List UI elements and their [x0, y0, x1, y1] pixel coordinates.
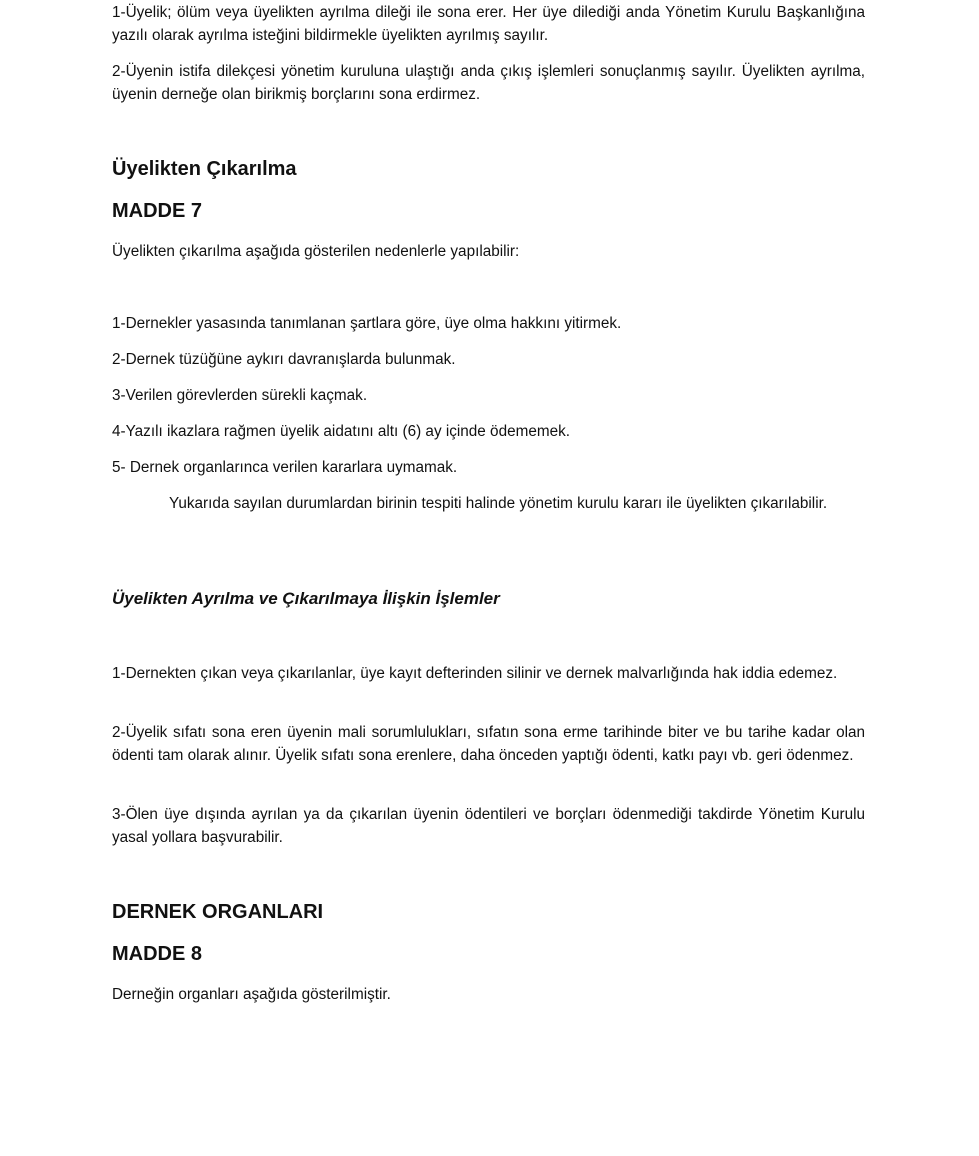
- expulsion-conclusion: [112, 492, 865, 515]
- intro-paragraph-2: [112, 60, 865, 106]
- section-heading-organs: [112, 899, 865, 925]
- section-heading-procedures: [112, 588, 865, 610]
- section-title: Üyelikten Ayrılma ve Çıkarılmaya İlişkin İşlemler: [112, 589, 500, 608]
- expulsion-item-5: [112, 456, 865, 479]
- procedure-item-2: [112, 721, 865, 767]
- paragraph-text: Derneğin organları aşağıda gösterilmiştir.: [112, 986, 391, 1003]
- paragraph-text: 1-Üyelik; ölüm veya üyelikten ayrılma dileği ile sona erer. Her üye dilediği anda Yönetim Kurulu Başkanlığına yazılı olarak ayrılma isteğini bildirmekle üyelikten ayrılmış sayılır.: [112, 4, 865, 44]
- paragraph-text: Üyelikten çıkarılma aşağıda gösterilen nedenlerle yapılabilir:: [112, 243, 520, 260]
- expulsion-intro: [112, 240, 865, 263]
- paragraph-text: Yukarıda sayılan durumlardan birinin tespiti halinde yönetim kurulu kararı ile üyelikten çıkarılabilir.: [169, 495, 828, 512]
- list-item: 4-Yazılı ikazlara rağmen üyelik aidatını altı (6) ay içinde ödememek.: [112, 423, 570, 440]
- expulsion-item-4: [112, 420, 865, 443]
- list-item: 3-Verilen görevlerden sürekli kaçmak.: [112, 387, 368, 404]
- section-title: DERNEK ORGANLARI: [112, 901, 324, 923]
- list-item: 3-Ölen üye dışında ayrılan ya da çıkarılan üyenin ödentileri ve borçları ödenmediği takdirde Yönetim Kurulu yasal yollara başvurabilir.: [112, 806, 865, 846]
- list-item: 5- Dernek organlarınca verilen kararlara uymamak.: [112, 459, 458, 476]
- list-item: 1-Dernekten çıkan veya çıkarılanlar, üye kayıt defterinden silinir ve dernek malvarlığında hak iddia edemez.: [112, 665, 838, 682]
- section-heading-expulsion: [112, 156, 865, 182]
- expulsion-item-1: [112, 312, 865, 335]
- list-item: 1-Dernekler yasasında tanımlanan şartlara göre, üye olma hakkını yitirmek.: [112, 315, 622, 332]
- expulsion-item-3: [112, 384, 865, 407]
- article-heading-8: [112, 941, 865, 967]
- intro-paragraph-1: [112, 1, 865, 47]
- organs-intro: [112, 983, 865, 1006]
- procedure-item-3: [112, 803, 865, 849]
- expulsion-item-2: [112, 348, 865, 371]
- section-title: Üyelikten Çıkarılma: [112, 158, 297, 180]
- list-item: 2-Üyelik sıfatı sona eren üyenin mali sorumlulukları, sıfatın sona erme tarihinde biter ve bu tarihe kadar olan ödenti tam olarak alınır. Üyelik sıfatı sona erenlere, daha önceden yaptığı ödenti, katkı payı vb. geri ödenmez.: [112, 724, 865, 764]
- article-title: MADDE 7: [112, 200, 203, 222]
- article-title: MADDE 8: [112, 943, 203, 965]
- list-item: 2-Dernek tüzüğüne aykırı davranışlarda bulunmak.: [112, 351, 456, 368]
- article-heading-7: [112, 198, 865, 224]
- procedure-item-1: [112, 662, 865, 685]
- paragraph-text: 2-Üyenin istifa dilekçesi yönetim kuruluna ulaştığı anda çıkış işlemleri sonuçlanmış sayılır. Üyelikten ayrılma, üyenin derneğe olan birikmiş borçlarını sona erdirmez.: [112, 63, 865, 103]
